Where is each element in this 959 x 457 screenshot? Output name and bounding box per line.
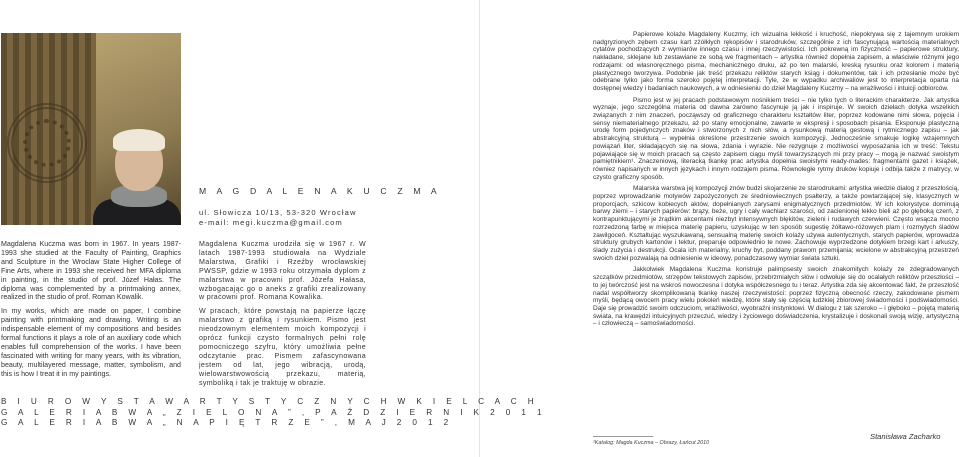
artist-photo — [1, 33, 181, 225]
essay-paragraph: Pismo jest w jej pracach podstawowym nośnikiem treści – nie tylko tych o literackim charakterze. Jak artystka wyznaje, jego szczególna materia od dawna zarówno fascynuje ją jak i inspiruje. W swoich dziełach dotyka wszelkich związanych z nim znaczeń, począwszy od graficznego charakteru kształtów liter, poprzez kodowane nimi słowa, pojęcia i sensy niematerialnego przekazu, aż po stany emocjonalne, zawarte w ekspresji i sposobach pisania. Eksponuje plastyczną urodę form pojedynczych znaków i stworzonych z nich słów, a rysunkową materią gestową i rytmicznego zapisu – jak abstrakcyjną strukturą – wypełnia określone przestrzenie swoich kompozycji. Jednocześnie smakuje logikę wzajemnych powiązań liter, składających się na słowa, zdania i wyrazie. Nie rezygnuje z możliwości wyposażania ich w treść: Tekstu pojawiające się w moich pracach są często zapisem ciągu myśli towarzyszących mi przy pracy – mogą je nazwać swoistym pamiętnikiem¹. Znaczeniową, literacką tkankę prac artystka dopełnia swoistymi ready-mades: fragmentami gazet i książek, równiez napisanych w innych językach i innym rodzajem pisma. Równoległe rytmy druków kopiuje i odbija także z matrycy, w czysto graficzny sposób. — [593, 96, 959, 181]
artist-contact — [199, 208, 357, 228]
carved-ornament-inner — [23, 119, 71, 167]
exhibition-list — [1, 397, 546, 429]
artist-name: M A G D A L E N A K U C Z M A — [199, 186, 441, 196]
english-bio-paragraph: Magdalena Kuczma was born in 1967. In years 1987-1993 she studied at the Faculty of Painting, Graphics and Sculpture in the Wroclaw State Higher College of Fine Arts, where in 1993 she received her MFA diploma in painting, in the studio of prof. Józef Hałas. The diploma was complemented by a printmaking annex, realized in the studio of prof. Roman Kowalik. — [1, 240, 181, 302]
page-gutter — [479, 0, 480, 457]
polish-bio-paragraph: W pracach, które powstają na papierze łączę malarstwo z grafiką i rysunkiem. Pismo jest nieodzownym elementem moich kompozycji i oprócz funkcji czysto formalnych pełni rolę pomocniczego szyfru, który umożliwia pełne odczytanie prac. Pismem zafascynowana jestem od lat, jego wibracją, urodą, wielowarstwowością przekazu, materią, symboliką i tak je traktuję w obrazie. — [199, 307, 366, 387]
exhibition-line: G A L E R I A B W A „ N A P I Ę T R Z E ” , M A J 2 0 1 2 — [1, 418, 453, 427]
exhibition-line: B I U R O W Y S T A W A R T Y S T Y C Z N Y C H W K I E L C A C H — [1, 397, 539, 406]
english-bio-paragraph: In my works, which are made on paper, I combine painting with printmaking and drawing. Writing is an indispensable element of my compositions and besides formal functions it plays a role of an auxiliary code which enables full comprehension of the works. I have been fascinated with writing for many years, with its vibration, beauty, multilayered message, matter, symbolism, and this is how I treat it in my paintings. — [1, 307, 181, 378]
email-line: e-mail: megi.kuczma@gmail.com — [199, 218, 343, 227]
footnote: ¹Katalog: Magda Kuczma – Obrazy, Łańcut 2010 — [593, 440, 710, 446]
essay-paragraph: Malarska warstwa jej kompozycji znów budzi skojarzenie ze starodrukami: artystka wiedzie dialog z przeszłością, poprzez wprowadzanie motywów zapożyczonych ze średniowiecznych psałterzy, a także powtarzającej się, klasycznych w proporcjach, szkicow kobiecych aktów, dopełnianych zarysami enigmatycznych przedmiotów. W ich kolorystyce dominują barwy ziemi – i starych papierów: brązy, beże, ugry i cały wachlarz szarości, od zacienionej lekko bieli aż po głęboką czerń, z kontrapunktującymi je żrądkim akcentami niezbyt intensywnych błękitów, zieleni i rudawych czerwieni. Często wsącza mocno rozrzedzoną farbę w miejsca materię papieru, uzyskując w ten sposób sugestię żółtawo-różowych plam i rozmytych śladów zawilgoceń. Kształtując wyszukawaną, sensualną materię swoich kolaży używa autentycznych, starych papierów, wprowadza struktury grubych kartonów i tektur, preparuje odpowiednio te nowe. Zachowuje wyprzedzone dotykiem brzegi kart i arkuszy, ślady zużycia i destrukcji. Ocala ich materialny, kruchy byt, poddany prawom przemijania; wcielone w abstrakcyjną przestrzeń swoich dzieł pozwalają na odniesienie w ideowy, ponadczasowy wymiar świata sztuki. — [593, 185, 959, 262]
artist-figure-hair — [113, 129, 165, 151]
essay-paragraph: Papierowe kolaże Magdaleny Kuczmy, ich wizualna lekkość i kruchość, niepokrywa się z tajemnym urokiem nadgryzionych zębem czasu kart zżółkłych rękopisów i starodruków, szczególnie z ich fascynującą wartością materialnych cytatów pochodzących z wymiarów innego czasu i innej rzeczywistości. Ich pokrewną im fizyczność – papierowe struktury, nakładane, sklejane lub zestawiane ze sobą we fragmentach – artystka również dopełnia zapisem, a właściwie różnymi jego rodzajami: od własnoręcznego pisma, mechanicznego druku, aż po ten malarski, kreską rysunku oraz kolorem i materią plastycznego tworzywa. Podobnie jak treść przekazu reliktów starych ksiąg i dokumentów, tak i ich przesłanie może być odebrane tylko jako forma szeroko pojętej interpretacji. Tyle, że w wypadku archiwaliów jest to interpretacja oparta na dostępnej wiedzy i badaniach naukowych, a w odniesieniu do dzieł Magdaleny Kuczmy – na wrażliwości i intuicji odbiorców. — [593, 31, 959, 92]
author-signature: Stanisława Zacharko — [870, 432, 941, 441]
exhibition-line: G A L E R I A B W A „ Z I E L O N A ” , P A Ź D Z I E R N I K 2 0 1 1 — [1, 407, 546, 417]
polish-bio — [199, 240, 366, 393]
english-bio — [1, 240, 181, 384]
footnote-divider — [593, 436, 653, 437]
essay-paragraph: Jakkolwiek Magdalena Kuczma konstruje palimpsesty swoich znakomitych kolaży ze zdegradowanych szczątków przedmiotów, strzępów tekstowych zapisów, przebrzmiałych słów i odwołuje się do ocalałych reliktów przeszłości – to jej twórczość jest na wskroś nowoczesna i dotyka współczesnego tu i teraz. Artystka zda się akcentować fakt, że przeszłość nadal współtworzy skomplikowaną tkankę naszej rzeczywistości: poprzez fizyczną obecność rzeczy, zakodowane pismem myśli, będącą owocem pracy wielu pokoleń wiedzę, które stały się częścią ludzkiej zbiorowej świadomości i podświadomości. Daje się prowadzić swoim odczuciom, wrażliwości, wyobraźni instynktowi. W dialogu z tak szeroko – i głęboko – pojętą materią świata, na krawędzi intuicyjnych przeczuć, wiedzy i życiowego doświadczenia, krystalizuje i doskonali swoją wizję, artystyczną – i człowieczą – samoświadomości. — [593, 266, 959, 328]
polish-bio-paragraph: Magdalena Kuczma urodziła się w 1967 r. W latach 1987-1993 studiowała na Wydziale Malarstwa, Grafiki i Rzeźby wrocławskiej PWSSP, gdzie w 1993 roku otrzymała dyplom z malarstwa w pracowni prof. Józefa Hałasa, wzbogacając go o aneks z grafiki zrealizowany w pracowni prof. Romana Kowalika. — [199, 240, 366, 302]
essay-text — [593, 31, 959, 332]
address-line: ul. Słowicza 10/13, 53-320 Wrocław — [199, 208, 357, 217]
